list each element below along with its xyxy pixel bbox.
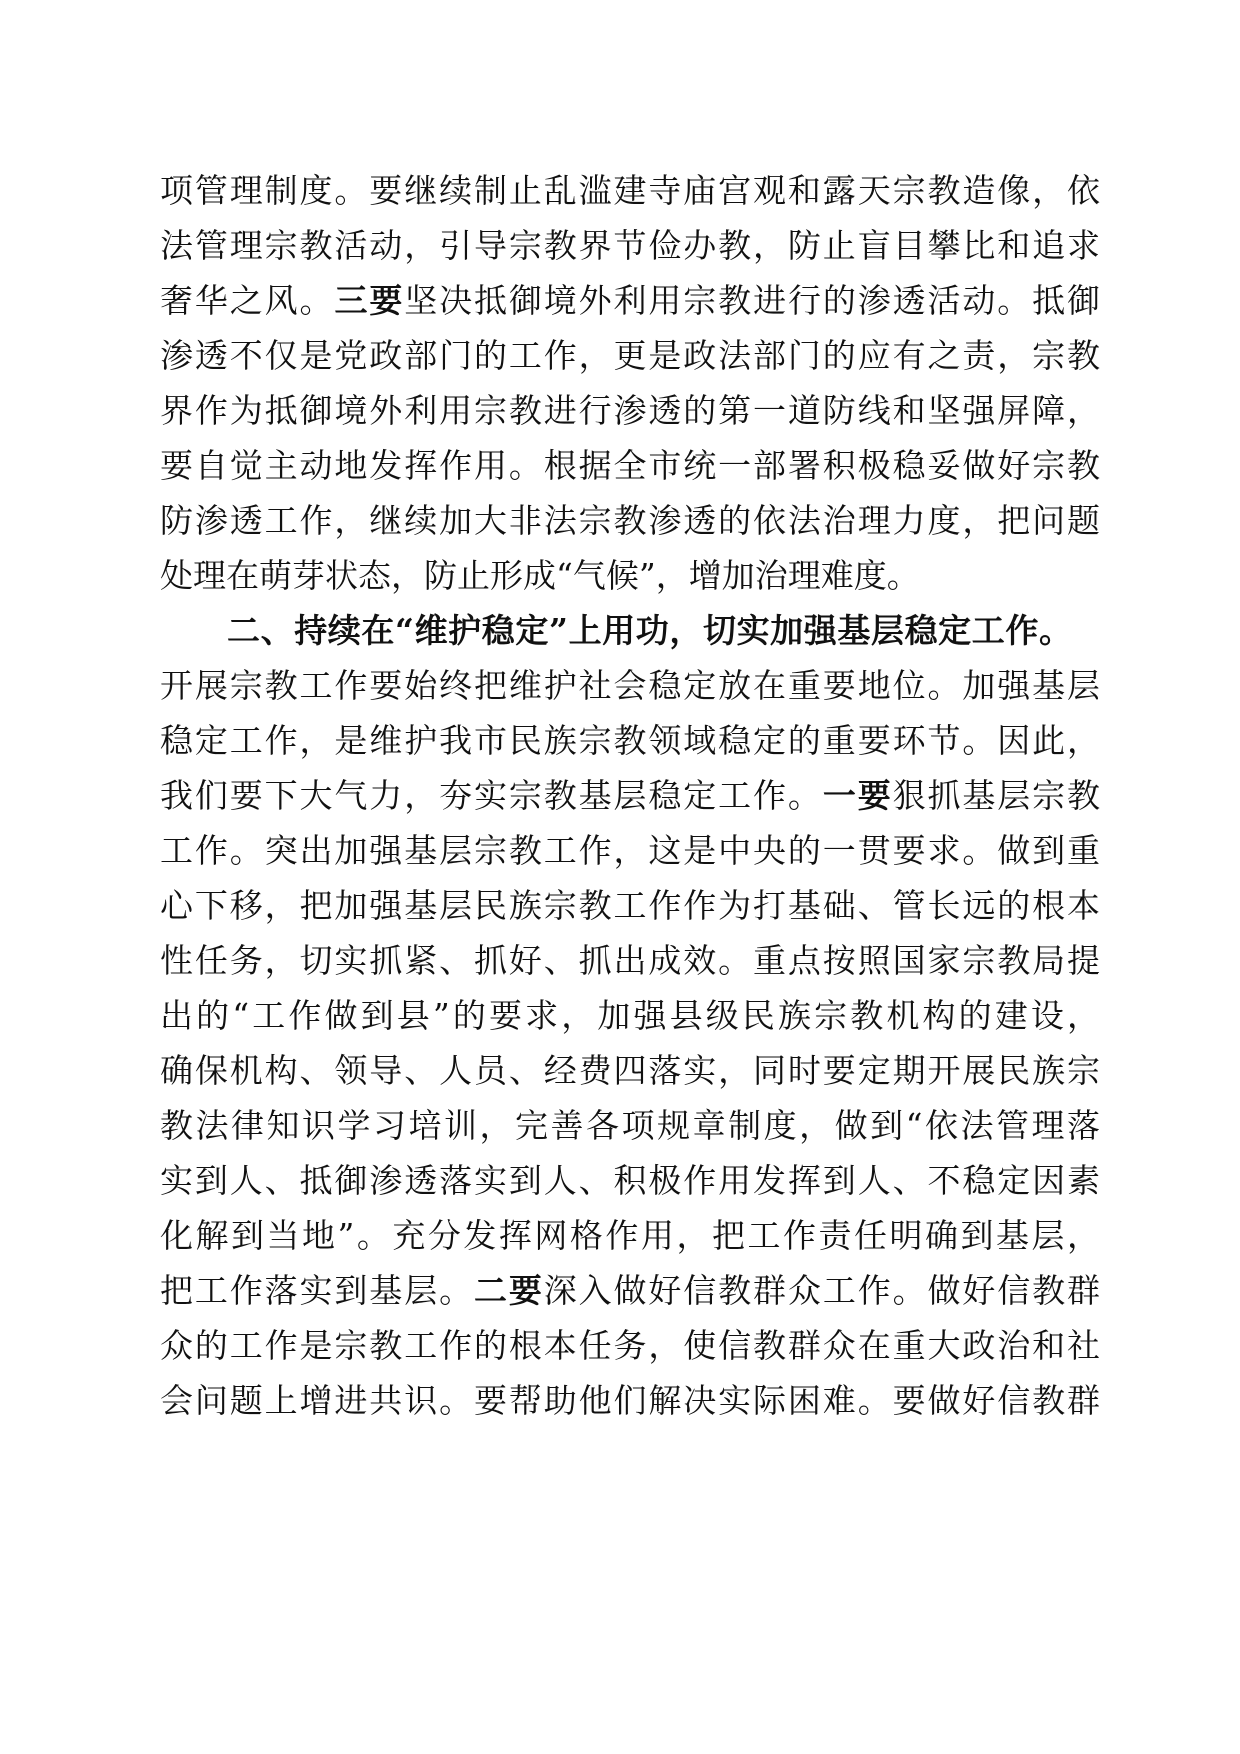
text-run: 奢华之风。 [160, 281, 335, 320]
body-line [160, 1152, 1100, 1210]
text-run: 出的“工作做到县”的要求，加强县级民族宗教机构的建设， [160, 996, 1100, 1035]
body-line [160, 822, 1100, 880]
text-run: 防渗透工作，继续加大非法宗教渗透的依法治理力度，把问题 [160, 501, 1100, 540]
body-line [160, 1207, 1100, 1265]
text-run: 我们要下大气力，夯实宗教基层稳定工作。 [160, 776, 823, 815]
heading-text: 二、持续在“维护稳定”上用功，切实加强基层稳定工作。 [227, 611, 1073, 650]
text-run: 狠抓基层宗教 [892, 776, 1101, 815]
text-run: 确保机构、领导、人员、经费四落实，同时要定期开展民族宗 [160, 1051, 1100, 1090]
body-line [160, 1097, 1100, 1155]
text-run: 性任务，切实抓紧、抓好、抓出成效。重点按照国家宗教局提 [160, 941, 1100, 980]
text-run: 法管理宗教活动，引导宗教界节俭办教，防止盲目攀比和追求 [160, 226, 1100, 265]
body-line [160, 1317, 1100, 1375]
body-line [160, 437, 1100, 495]
text-run: 稳定工作，是维护我市民族宗教领域稳定的重要环节。因此， [160, 721, 1100, 760]
bold-run: 一要 [822, 776, 893, 815]
text-run: 实到人、抵御渗透落实到人、积极作用发挥到人、不稳定因素 [160, 1161, 1100, 1200]
body-line [160, 987, 1100, 1045]
text-run: 心下移，把加强基层民族宗教工作作为打基础、管长远的根本 [160, 886, 1100, 925]
body-line [160, 1372, 1100, 1430]
text-run: 处理在萌芽状态，防止形成“气候”，增加治理难度。 [160, 556, 920, 595]
body-line [160, 712, 1100, 770]
text-run: 深入做好信教群众工作。做好信教群 [543, 1271, 1101, 1310]
text-run: 要自觉主动地发挥作用。根据全市统一部署积极稳妥做好宗教 [160, 446, 1100, 485]
body-line [160, 767, 1100, 825]
body-line [160, 382, 1100, 440]
body-line [160, 217, 1100, 275]
text-run: 坚决抵御境外利用宗教进行的渗透活动。抵御 [404, 281, 1101, 320]
text-run: 众的工作是宗教工作的根本任务，使信教群众在重大政治和社 [160, 1326, 1100, 1365]
body-line [160, 162, 1100, 220]
text-run: 会问题上增进共识。要帮助他们解决实际困难。要做好信教群 [160, 1381, 1100, 1420]
body-line [160, 272, 1100, 330]
text-run: 界作为抵御境外利用宗教进行渗透的第一道防线和坚强屏障， [160, 391, 1100, 430]
text-run: 渗透不仅是党政部门的工作，更是政法部门的应有之责，宗教 [160, 336, 1100, 375]
text-run: 项管理制度。要继续制止乱滥建寺庙宫观和露天宗教造像，依 [160, 171, 1100, 210]
text-run: 教法律知识学习培训，完善各项规章制度，做到“依法管理落 [160, 1106, 1100, 1145]
bold-run: 三要 [334, 281, 405, 320]
body-line [160, 932, 1100, 990]
body-line [160, 327, 1100, 385]
body-line [160, 1042, 1100, 1100]
body-line [160, 657, 1100, 715]
body-line [160, 877, 1100, 935]
text-run: 开展宗教工作要始终把维护社会稳定放在重要地位。加强基层 [160, 666, 1100, 705]
section-heading [227, 602, 1100, 660]
body-line-last [160, 547, 1100, 605]
body-line [160, 1262, 1100, 1320]
body-line [160, 492, 1100, 550]
text-run: 工作。突出加强基层宗教工作，这是中央的一贯要求。做到重 [160, 831, 1100, 870]
text-run: 把工作落实到基层。 [160, 1271, 474, 1310]
text-run: 化解到当地”。充分发挥网格作用，把工作责任明确到基层， [160, 1216, 1100, 1255]
bold-run: 二要 [473, 1271, 544, 1310]
